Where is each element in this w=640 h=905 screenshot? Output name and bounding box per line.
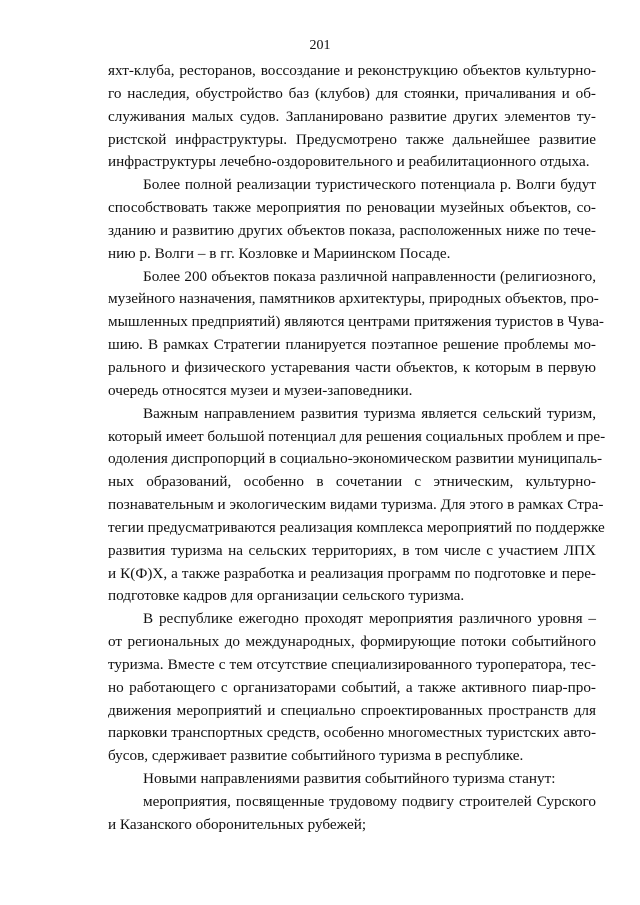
paragraph (108, 174, 596, 265)
text-line: В республике ежегодно проходят мероприятия различного уровня – (143, 610, 596, 628)
text-line: тегии предусматриваются реализация комплекса мероприятий по поддержке (108, 518, 605, 536)
text-line: подготовке кадров для организации сельского туризма. (108, 587, 465, 605)
text-line: мышленных предприятий) являются центрами притяжения туристов в Чува- (108, 313, 604, 331)
text-line: зданию и развитию других объектов показа, расположенных ниже по тече- (108, 221, 596, 239)
text-line: бусов, сдерживает развитие событийного туризма в республике. (108, 747, 524, 765)
text-line: туризма. Вместе с тем отсутствие специализированного туроператора, тес- (108, 655, 596, 673)
paragraph (108, 791, 596, 837)
text-line: Более 200 объектов показа различной направленности (религиозного, (143, 267, 596, 285)
paragraph (108, 403, 606, 609)
text-line: развития туризма на сельских территориях, в том числе с участием ЛПХ (108, 541, 596, 559)
text-line: шию. В рамках Стратегии планируется поэтапное решение проблемы мо- (108, 336, 596, 354)
text-line: Важным направлением развития туризма является сельский туризм, (143, 404, 596, 422)
text-line: Более полной реализации туристического потенциала р. Волги будут (143, 176, 596, 194)
text-line: парковки транспортных средств, особенно многоместных туристских авто- (108, 724, 596, 742)
text-line: который имеет большой потенциал для решения социальных проблем и пре- (108, 427, 606, 445)
text-line: очередь относятся музеи и музеи-заповедники. (108, 381, 413, 399)
paragraph (108, 608, 596, 768)
text-line: познавательным и экологическим видами туризма. Для этого в рамках Стра- (108, 496, 604, 514)
text-line: но работающего с организаторами событий, а также активного пиар-про- (108, 678, 596, 696)
text-line: нию р. Волги – в гг. Козловке и Мариинском Посаде. (108, 244, 451, 262)
text-line: одоления диспропорций в социально-экономическом развитии муниципаль- (108, 450, 603, 468)
text-line: мероприятия, посвященные трудовому подвигу строителей Сурского (143, 793, 596, 810)
paragraph (108, 266, 604, 403)
page-number: 201 (309, 38, 331, 53)
text-line: го наследия, обустройство баз (клубов) для стоянки, причаливания и об- (108, 84, 596, 102)
text-line: инфраструктуры лечебно-оздоровительного и реабилитационного отдыха. (108, 153, 590, 171)
text-line: и Казанского оборонительных рубежей; (108, 815, 367, 833)
text-line: ных образований, особенно в сочетании с этническим, культурно- (108, 473, 596, 491)
text-line: ристской инфраструктуры. Предусмотрено также дальнейшее развитие (108, 130, 596, 148)
text-line: способствовать также мероприятия по реновации музейных объектов, со- (108, 199, 596, 217)
text-line: рального и физического устаревания части объектов, к которым в первую (108, 358, 596, 376)
text-line: яхт-клуба, ресторанов, воссоздание и реконструкцию объектов культурно- (108, 62, 596, 79)
text-line: Новыми направлениями развития событийного туризма станут: (143, 770, 556, 788)
text-line: движения мероприятий и специально спроектированных пространств для (108, 701, 596, 719)
text-line: служивания малых судов. Запланировано развитие других элементов ту- (108, 107, 596, 125)
document-body (108, 60, 606, 837)
text-line: и К(Ф)Х, а также разработка и реализация программ по подготовке и пере- (108, 564, 596, 582)
text-line: музейного назначения, памятников архитектуры, природных объектов, про- (108, 290, 599, 308)
paragraph (108, 768, 596, 791)
paragraph (108, 60, 596, 174)
text-line: от региональных до международных, формирующие потоки событийного (108, 633, 596, 651)
